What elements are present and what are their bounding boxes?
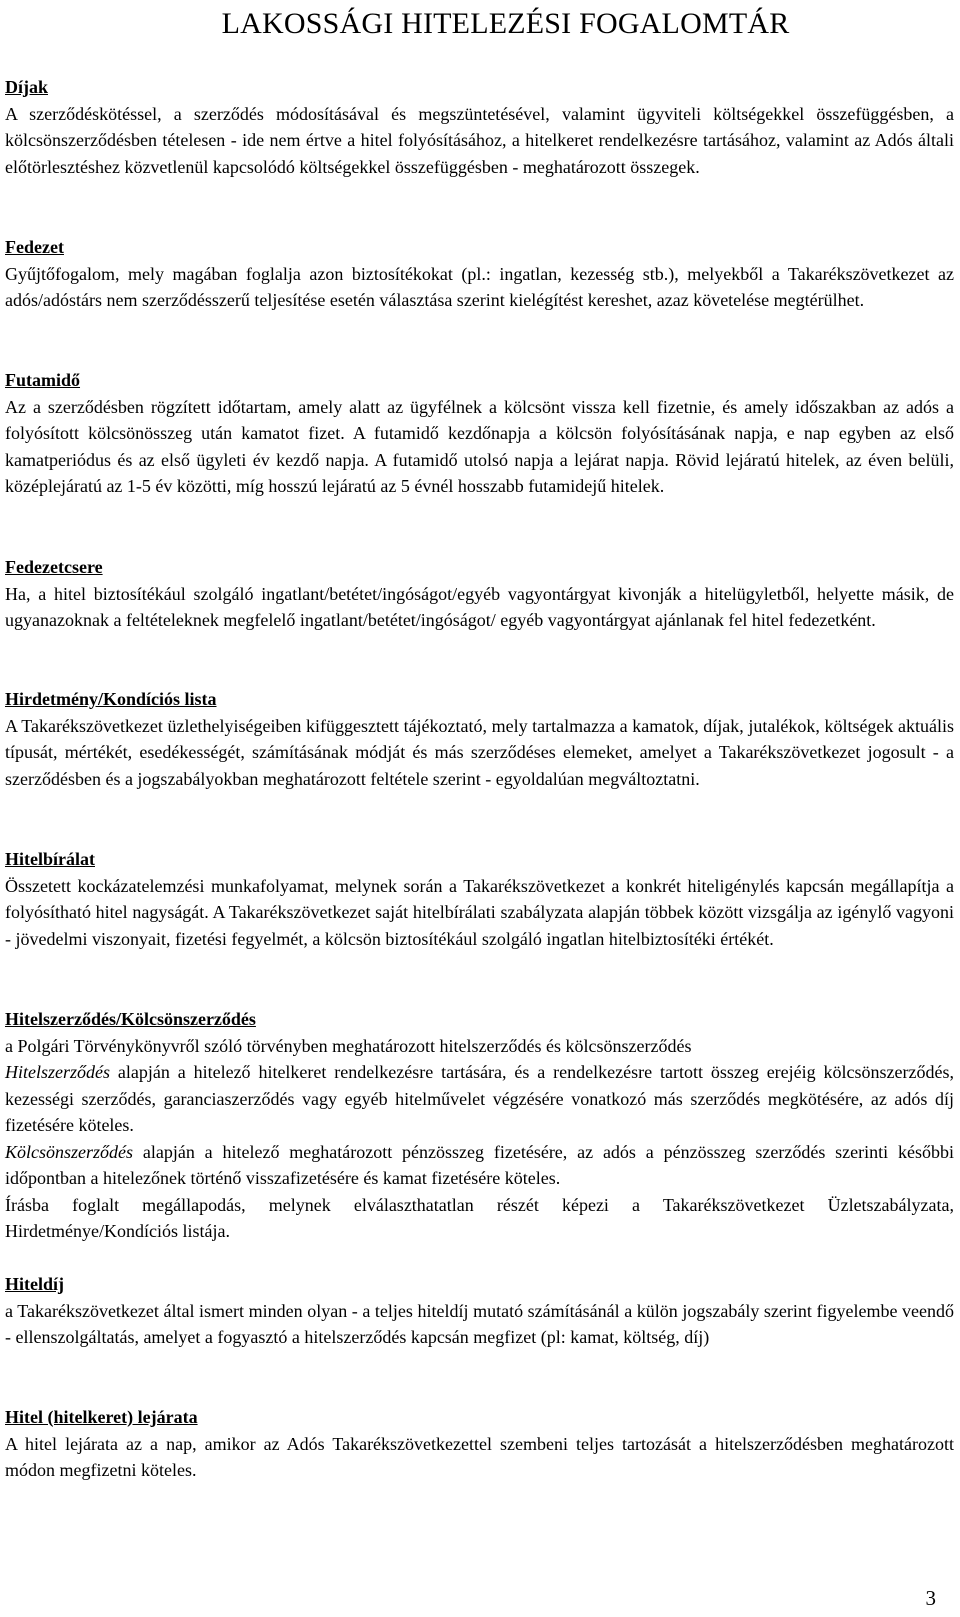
entry-hirdetmeny [5, 686, 954, 792]
definition-hitelbiralat: Összetett kockázatelemzési munkafolyamat, melynek során a Takarékszövetkezet a konkrét hiteligénylés kapcsán megállapítja a folyósítható hitel nagyságát. A Takarékszövetkezet saját hitelbírálati szabályzata alapján többek között vizsgálja az igénylő vagyoni - jövedelmi viszonyait, fizetési fegyelmét, a kölcsön biztosítékául szolgáló ingatlan hitelbiztosítéki értékét. [5, 875, 954, 949]
term-hitelbiralat: Hitelbírálat [5, 849, 95, 869]
page-title: LAKOSSÁGI HITELEZÉSI FOGALOMTÁR [221, 7, 790, 40]
definition-fedezetcsere: Ha, a hitel biztosítékául szolgáló ingatlant/betétet/ingóságot/egyéb vagyontárgyat kivonják a hitelügyletből, helyette másik, de ugyanazoknak a feltételeknek megfelelő ingatlant/betétet/ingóságot/ egyéb vagyontárgyat ajánlanak fel hitel fedezetként. [5, 583, 954, 630]
definition-hiteldij: a Takarékszövetkezet által ismert minden olyan - a teljes hiteldíj mutató számításánál a külön jogszabály szerint figyelembe veendő - ellenszolgáltatás, amelyet a fogyasztó a hitelszerződés kapcsán megfizet (pl: kamat, költség, díj) [5, 1300, 954, 1347]
entry-hitel-lejarata [5, 1404, 954, 1484]
definition-hitel-lejarata: A hitel lejárata az a nap, amikor az Adós Takarékszövetkezettel szembeni teljes tartozását a hitelszerződésben meghatározott módon megfizetni köteles. [5, 1433, 954, 1480]
definition-fedezet: Gyűjtőfogalom, mely magában foglalja azon biztosítékokat (pl.: ingatlan, kezesség stb.), melyekből a Takarékszövetkezet az adós/adóstárs nem szerződésszerű teljesítése esetén választása szerint kielégítést kereshet, azaz követelése megtérülhet. [5, 263, 954, 310]
entry-fedezetcsere [5, 554, 954, 634]
italic-kolcsonszerzodes: Kölcsönszerződés [5, 1141, 134, 1162]
entry-hitelbiralat [5, 846, 954, 952]
term-hiteldij: Hiteldíj [5, 1274, 64, 1294]
term-dijak: Díjak [5, 77, 49, 97]
term-fedezet: Fedezet [5, 237, 64, 257]
term-futamido: Futamidő [5, 370, 81, 390]
kolcsonszerzodes-text: alapján a hitelező meghatározott pénzösszeg fizetésére, az adós a pénzösszeg szerződés szerinti későbbi időpontban a hitelezőnek történő visszafizetésére és kamat fizetésére köteles. [5, 1141, 954, 1188]
definition-hirdetmeny: A Takarékszövetkezet üzlethelyiségeiben kifüggesztett tájékoztató, mely tartalmazza a kamatok, díjak, jutalékok, költségek aktuális típusát, mértékét, esedékességét, számításának módját és más szerződéses elemeket, amelyet a Takarékszövetkezet jogosult - a szerződésben és a jogszabályokban meghatározott feltétele szerint - egyoldalúan megváltoztatni. [5, 715, 954, 789]
entry-hitelszerzodes [5, 1006, 954, 1245]
document-page [5, 0, 954, 1480]
page-number: 3 [925, 1586, 936, 1610]
entry-fedezet [5, 234, 954, 314]
definition-dijak: A szerződéskötéssel, a szerződés módosításával és megszüntetésével, valamint ügyviteli költségekkel összefüggésben, a kölcsönszerződésben tételesen - ide nem értve a hitel folyósításához, a hitelkeret rendelkezésre tartásához, valamint az Adós általi előtörlesztéshez közvetlenül kapcsolódó költségekkel összefüggésben - meghatározott összegek. [5, 103, 954, 177]
term-hirdetmeny: Hirdetmény/Kondíciós lista [5, 689, 217, 709]
term-hitelszerzodes: Hitelszerződés/Kölcsönszerződés [5, 1009, 256, 1029]
term-hitel-lejarata: Hitel (hitelkeret) lejárata [5, 1407, 198, 1427]
entry-futamido [5, 367, 954, 500]
definition-futamido: Az a szerződésben rögzített időtartam, amely alatt az ügyfélnek a kölcsönt vissza kell fizetnie, és amely időszakban az adós a folyósított kölcsönösszeg után kamatot fizet. A futamidő kezdőnapja a kölcsön folyósításának napja, e nap egyben az első kamatperiódus és az első ügyleti év kezdő napja. A futamidő utolsó napja a lejárat napja. Rövid lejáratú hitelek, az éven belüli, középlejáratú az 1-5 év közötti, míg hosszú lejáratú az 5 évnél hosszabb futamidejű hitelek. [5, 396, 954, 496]
italic-hitelszerzodes: Hitelszerződés [5, 1062, 110, 1082]
definition-hitelszerzodes-intro: a Polgári Törvénykönyvről szóló törvényben meghatározott hitelszerződés és kölcsönszerződés [5, 1035, 692, 1056]
definition-hitelszerzodes-written: Írásba foglalt megállapodás, melynek elválaszthatatlan részét képezi a Takarékszövetkezet Üzletszabályzata, Hirdetménye/Kondíciós listája. [5, 1194, 954, 1241]
term-fedezetcsere: Fedezetcsere [5, 557, 103, 577]
definition-hitelszerzodes-kolcson [5, 1139, 954, 1192]
definition-hitelszerzodes-hitel [5, 1059, 954, 1139]
entry-dijak [5, 74, 954, 180]
entry-hiteldij [5, 1271, 954, 1351]
hitelszerzodes-text: alapján a hitelező hitelkeret rendelkezésre tartására, és a rendelkezésre tartott összeg erejéig kölcsönszerződés, kezességi szerződés, garanciaszerződés vagy egyéb hitelművelet végzésére vonatkozó más szerződés megkötésére, az adós díj fizetésére köteles. [5, 1062, 954, 1135]
